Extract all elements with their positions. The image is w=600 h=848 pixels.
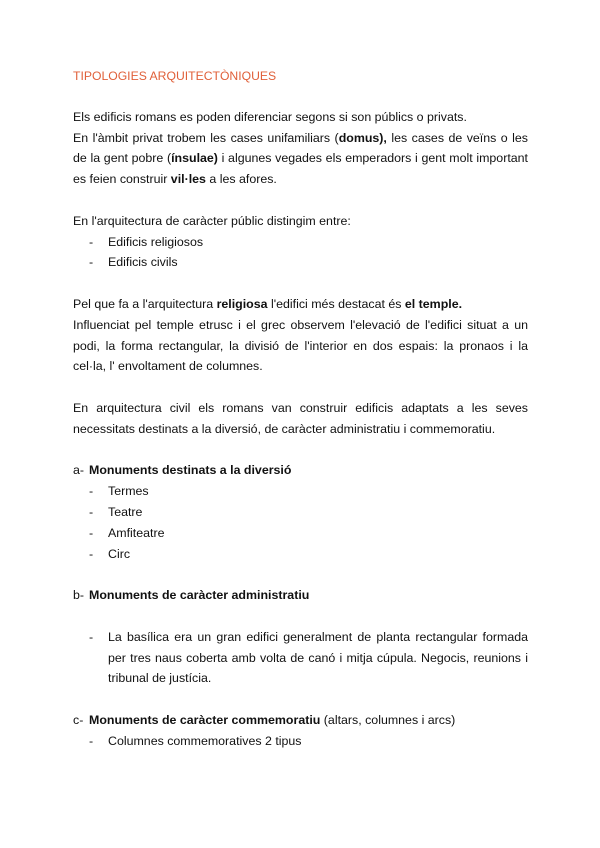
- document-content: [73, 66, 528, 752]
- term-villes: vil·les: [170, 172, 206, 187]
- paragraph-civil: En arquitectura civil els romans van construir edificis adaptats a les seves necessitats destinats a la diversió, de caràcter administratiu i commemoratiu.: [73, 400, 528, 436]
- term-temple: el temple.: [404, 296, 463, 311]
- public-types-list: [73, 232, 528, 274]
- list-item: - Columnes commemoratives 2 tipus: [89, 733, 302, 748]
- list-item: - Termes: [89, 484, 149, 499]
- section-heading-diversio: a- Monuments destinats a la diversió: [73, 463, 292, 478]
- page-title: TIPOLOGIES ARQUITECTÒNIQUES: [73, 69, 277, 83]
- administratiu-list: [73, 627, 528, 689]
- paragraph-religious: Pel que fa a l'arquitectura religiosa l'edifici més destacat és el temple.: [73, 296, 463, 311]
- term-insulae: ínsulae): [171, 151, 218, 166]
- list-item: - Amfiteatre: [89, 525, 165, 540]
- diversio-list: [73, 481, 528, 564]
- paragraph-private: En l'àmbit privat trobem les cases unifamiliars (domus), les cases de veïns o les de la gent pobre (ínsulae) i algunes vegades els emperadors i gent molt important es feien construir vil·les a les afores.: [73, 130, 528, 187]
- term-domus: domus),: [338, 130, 387, 145]
- list-item: - Teatre: [89, 504, 143, 519]
- list-item: - Edificis religiosos: [89, 234, 204, 249]
- term-religiosa: religiosa: [216, 296, 268, 311]
- list-item: - Circ: [89, 546, 131, 561]
- list-item: - Edificis civils: [89, 255, 178, 270]
- paragraph-temple-influence: Influenciat pel temple etrusc i el grec observem l'elevació de l'edifici situat a un podi, la forma rectangular, la divisió de l'interior en dos espais: la pronaos i la cel·la, l' envoltament de columnes.: [73, 317, 528, 374]
- section-heading-administratiu: b- Monuments de caràcter administratiu: [73, 588, 310, 603]
- paragraph-intro: Els edificis romans es poden diferenciar segons si son públics o privats.: [73, 109, 467, 124]
- section-heading-commemoratiu: c- Monuments de caràcter commemoratiu (altars, columnes i arcs): [73, 712, 456, 727]
- list-item: - La basílica era un gran edifici generalment de planta rectangular formada per tres naus coberta amb volta de canó i mitja cúpula. Negocis, reunions i tribunal de justícia.: [89, 629, 528, 686]
- commemoratiu-list: [73, 731, 528, 752]
- paragraph-public: En l'arquitectura de caràcter públic distingim entre:: [73, 213, 351, 228]
